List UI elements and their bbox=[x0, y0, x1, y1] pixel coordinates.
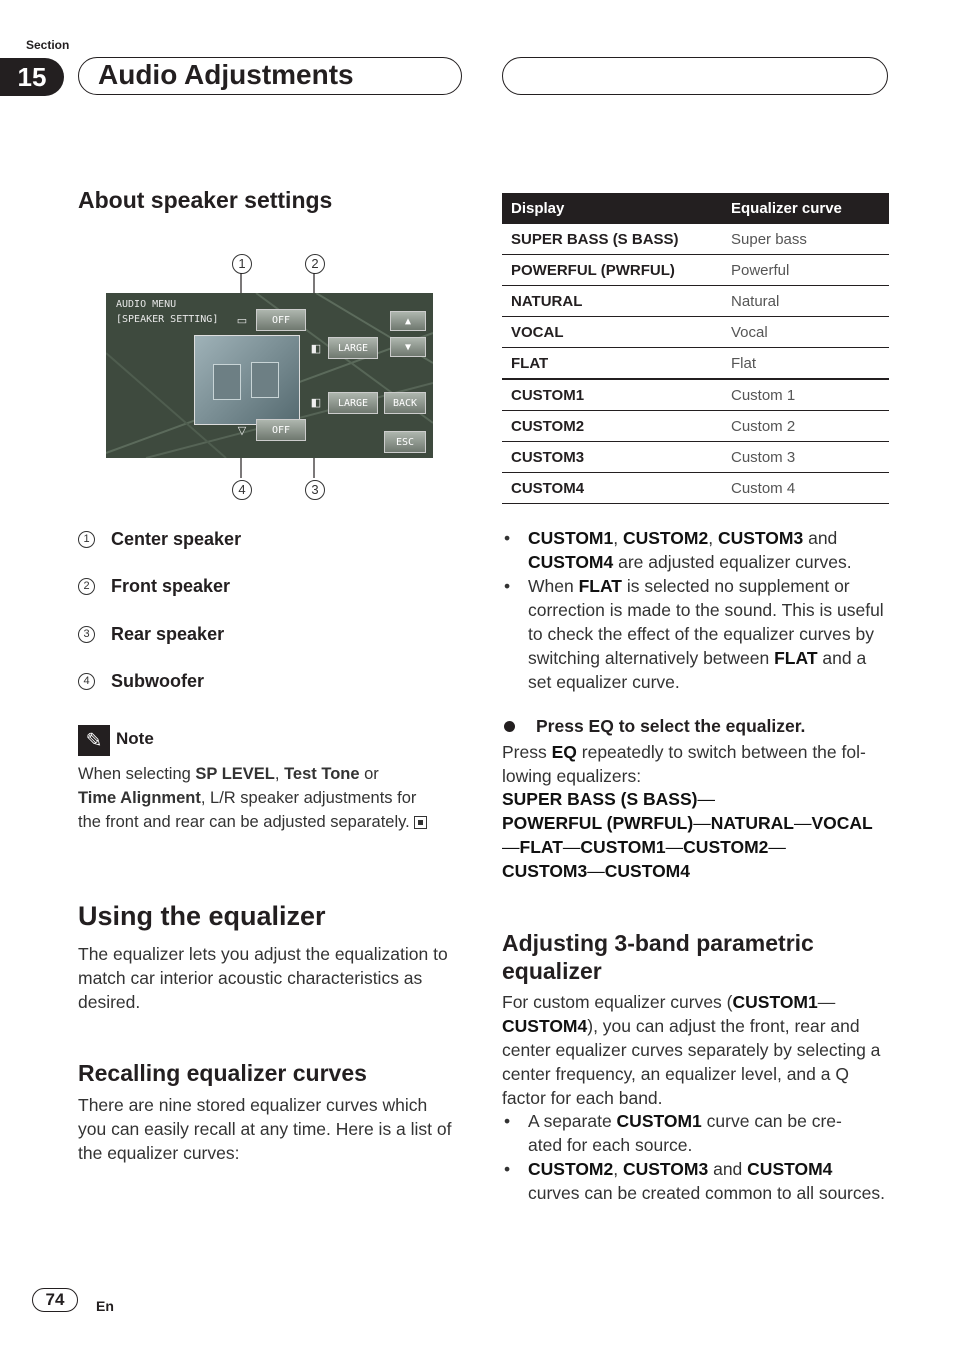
speaker-setting-screen bbox=[106, 293, 433, 458]
equalizer-table bbox=[502, 193, 889, 504]
section-number: 15 bbox=[0, 58, 64, 96]
table-cell: FLAT bbox=[502, 348, 722, 380]
section-label: Section bbox=[26, 38, 70, 52]
page-number: 74 bbox=[32, 1288, 78, 1312]
callout-3: 3 bbox=[305, 478, 325, 500]
table-cell: Custom 4 bbox=[722, 473, 889, 504]
press-text: Press EQ repeatedly to switch between the fol- lowing equalizers: bbox=[502, 742, 866, 786]
table-cell: Custom 3 bbox=[722, 442, 889, 473]
table-cell: POWERFUL (PWRFUL) bbox=[502, 255, 722, 286]
center-off-button[interactable]: OFF bbox=[256, 309, 306, 331]
list-item: 4 Subwoofer bbox=[78, 671, 204, 692]
table-cell: VOCAL bbox=[502, 317, 722, 348]
subwoofer-off-button[interactable]: OFF bbox=[256, 419, 306, 441]
note-text: When selecting SP LEVEL, Test Tone or Time Alignment, L/R speaker adjustments for the front and rear can be adjusted separately. bbox=[78, 762, 458, 834]
down-arrow-button[interactable]: ▼ bbox=[390, 337, 426, 357]
table-cell: NATURAL bbox=[502, 286, 722, 317]
table-cell: Powerful bbox=[722, 255, 889, 286]
table-cell: Natural bbox=[722, 286, 889, 317]
table-cell: Flat bbox=[722, 348, 889, 380]
front-speaker-icon: ◧ bbox=[310, 342, 322, 355]
using-heading: Using the equalizer bbox=[78, 901, 326, 931]
callout-2: 2 bbox=[305, 252, 325, 274]
table-cell: Custom 1 bbox=[722, 379, 889, 411]
car-interior-image bbox=[194, 335, 300, 425]
param-text: For custom equalizer curves (CUSTOM1—CUSTOM4), you can adjust the front, rear and center equalizer curves separately by selecting a center frequency, an equalizer level, and a Q factor for each band. bbox=[502, 992, 881, 1108]
table-cell: CUSTOM4 bbox=[502, 473, 722, 504]
param-bullets bbox=[502, 1109, 888, 1205]
table-row bbox=[502, 348, 889, 380]
speaker-heading: About speaker settings bbox=[78, 187, 333, 213]
note-title: Note bbox=[116, 729, 154, 748]
note-icon: ✎ bbox=[78, 725, 110, 756]
recall-heading: Recalling equalizer curves bbox=[78, 1060, 367, 1086]
esc-button[interactable]: ESC bbox=[384, 431, 426, 453]
back-button[interactable]: BACK bbox=[384, 392, 426, 414]
front-large-button[interactable]: LARGE bbox=[328, 337, 378, 359]
callout-1: 1 bbox=[232, 252, 252, 274]
recall-text: There are nine stored equalizer curves which you can easily recall at any time. Here is a list of the equalizer curves: bbox=[78, 1095, 452, 1163]
table-row bbox=[502, 379, 889, 411]
list-item: • A separate CUSTOM1 curve can be cre- ated for each source. bbox=[502, 1109, 888, 1157]
table-row bbox=[502, 317, 889, 348]
table-row bbox=[502, 411, 889, 442]
list-item: • When FLAT is selected no supplement or correction is made to the sound. This is useful to check the effect of the equalizer curves by switching alternatively between FLAT and a set equalizer curve. bbox=[502, 574, 888, 694]
table-cell: CUSTOM3 bbox=[502, 442, 722, 473]
table-cell: Custom 2 bbox=[722, 411, 889, 442]
step-bullet-icon bbox=[504, 721, 515, 732]
rear-speaker-icon: ◧ bbox=[310, 396, 322, 409]
language-label: En bbox=[96, 1298, 114, 1314]
callout-4: 4 bbox=[232, 478, 252, 500]
table-row bbox=[502, 473, 889, 504]
list-item: 3 Rear speaker bbox=[78, 624, 224, 645]
table-row bbox=[502, 255, 889, 286]
table-cell: Vocal bbox=[722, 317, 889, 348]
table-header-row bbox=[502, 193, 889, 224]
using-text: The equalizer lets you adjust the equalization to match car interior acoustic characteristics as desired. bbox=[78, 944, 448, 1012]
subwoofer-icon: ▽ bbox=[237, 424, 247, 437]
center-speaker-icon: ▭ bbox=[236, 314, 248, 327]
table-row bbox=[502, 442, 889, 473]
table-cell: Super bass bbox=[722, 224, 889, 255]
screen-menu-title: AUDIO MENU bbox=[116, 299, 177, 310]
table-cell: CUSTOM2 bbox=[502, 411, 722, 442]
table-header: Display bbox=[502, 193, 722, 224]
step-instruction: Press EQ to select the equalizer. bbox=[502, 716, 805, 737]
car-seat-left bbox=[213, 364, 241, 400]
table-row bbox=[502, 286, 889, 317]
list-item: 2 Front speaker bbox=[78, 576, 230, 597]
end-mark-icon bbox=[414, 816, 427, 829]
param-heading: Adjusting 3-band parametric equalizer bbox=[502, 930, 814, 984]
equalizer-sequence: SUPER BASS (S BASS)— POWERFUL (PWRFUL)—NATURAL—VOCAL —FLAT—CUSTOM1—CUSTOM2— CUSTOM3—CUSTOM4 bbox=[502, 789, 873, 881]
list-item: 1 Center speaker bbox=[78, 529, 241, 550]
page-title: Audio Adjustments bbox=[98, 59, 354, 90]
screen-menu-subtitle: [SPEAKER SETTING] bbox=[116, 314, 219, 325]
list-item: • CUSTOM1, CUSTOM2, CUSTOM3 and CUSTOM4 are adjusted equalizer curves. bbox=[502, 526, 888, 574]
list-item: • CUSTOM2, CUSTOM3 and CUSTOM4 curves can be created common to all sources. bbox=[502, 1157, 888, 1205]
up-arrow-button[interactable]: ▲ bbox=[390, 311, 426, 331]
table-cell: SUPER BASS (S BASS) bbox=[502, 224, 722, 255]
car-seat-right bbox=[251, 362, 279, 398]
table-header: Equalizer curve bbox=[722, 193, 889, 224]
table-row bbox=[502, 224, 889, 255]
table-cell: CUSTOM1 bbox=[502, 379, 722, 411]
custom-bullets bbox=[502, 526, 888, 694]
rear-large-button[interactable]: LARGE bbox=[328, 392, 378, 414]
